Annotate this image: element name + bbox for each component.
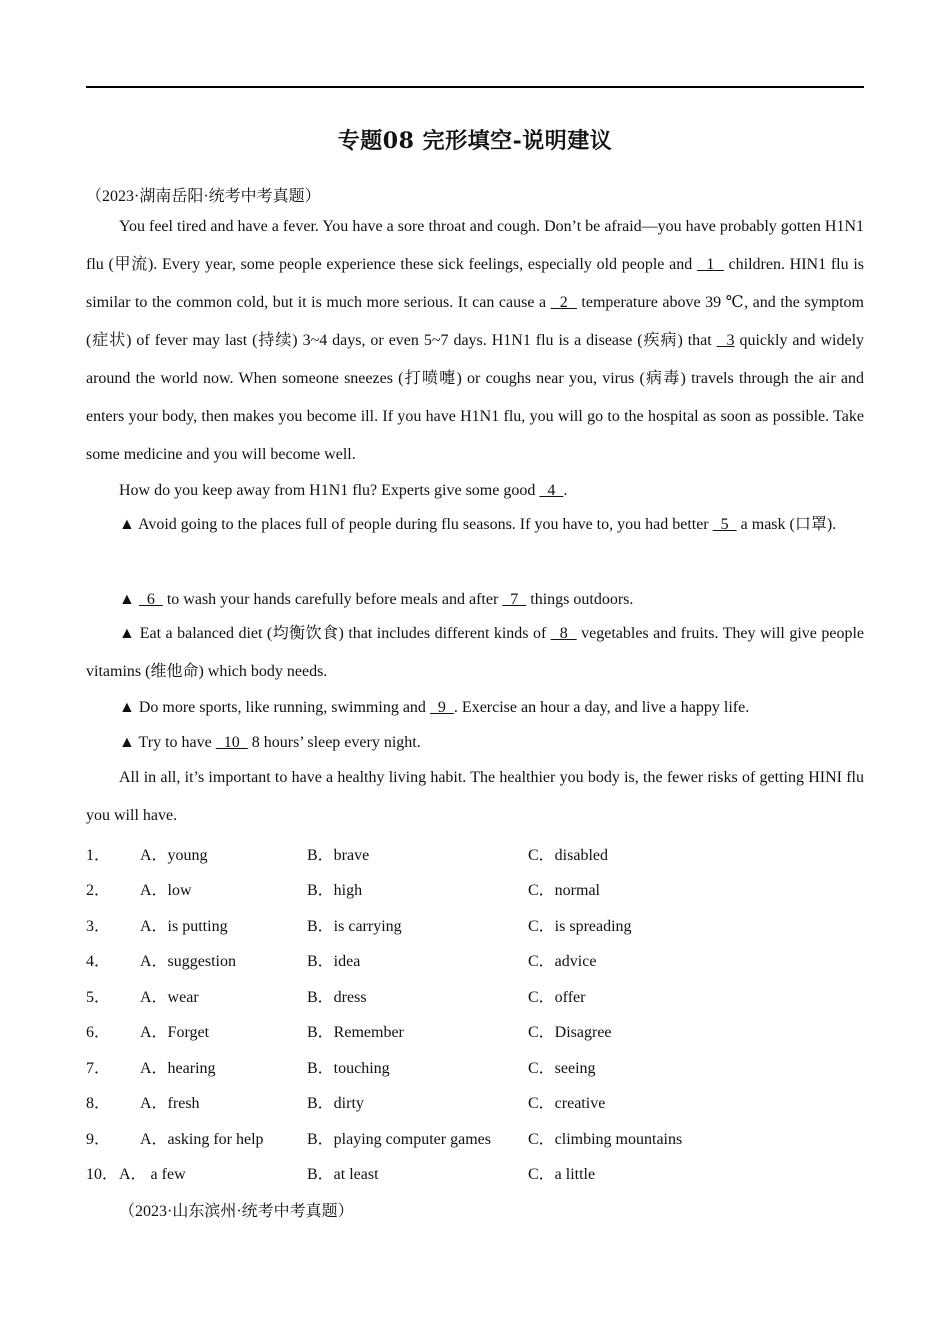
option-a: A．asking for help [140, 1131, 264, 1148]
source-citation-1: （2023·湖南岳阳·统考中考真题） [86, 188, 321, 205]
option-c: C．advice [528, 953, 597, 970]
question-number: 9． [86, 1131, 111, 1148]
passage-conclusion: All in all, it’s important to have a healthy living habit. The healthier you body is, the fewer risks of getting HINI flu you will have. [86, 769, 864, 824]
option-row-2 [86, 877, 864, 901]
header-rule [86, 86, 864, 88]
option-b: B．dress [307, 989, 367, 1006]
option-a: A．young [140, 847, 208, 864]
question-number: 3． [86, 918, 111, 935]
blank-7: 7 [502, 591, 527, 608]
option-b: B．idea [307, 953, 361, 970]
question-number: 4． [86, 953, 111, 970]
question-number: 7． [86, 1060, 111, 1077]
blank-5: 5 [712, 516, 737, 533]
passage-paragraph-2: How do you keep away from H1N1 flu? Experts give some good 4 . [119, 482, 568, 499]
question-number: 10． [86, 1166, 119, 1183]
blank-8: 8 [550, 625, 577, 642]
blank-9: 9 [429, 699, 454, 716]
option-c: C．a little [528, 1166, 596, 1183]
option-c: C．seeing [528, 1060, 596, 1077]
blank-1: 1 [696, 256, 724, 273]
page-title: 专题08 完形填空-说明建议 [337, 128, 613, 154]
question-number: 8． [86, 1095, 111, 1112]
option-row-3 [86, 913, 864, 937]
option-row-8 [86, 1090, 864, 1114]
option-b: B．brave [307, 847, 370, 864]
blank-4: 4 [539, 482, 564, 499]
source-citation-2: （2023·山东滨州·统考中考真题） [119, 1203, 354, 1220]
option-row-5 [86, 984, 864, 1008]
option-b: B．high [307, 882, 363, 899]
option-c: C．climbing mountains [528, 1131, 683, 1148]
option-row-10 [86, 1161, 864, 1185]
blank-6: 6 [138, 591, 163, 608]
option-a: A．is putting [140, 918, 228, 935]
option-row-4 [86, 948, 864, 972]
option-a: A．low [140, 882, 192, 899]
option-row-7 [86, 1055, 864, 1079]
option-a: A．suggestion [140, 953, 237, 970]
question-number: 1． [86, 847, 111, 864]
passage-tip-sports: ▲ Do more sports, like running, swimming and 9 . Exercise an hour a day, and live a happy life. [119, 699, 750, 716]
option-row-9 [86, 1126, 864, 1150]
option-a: A．wear [140, 989, 199, 1006]
passage-paragraph-1: You feel tired and have a fever. You have a sore throat and cough. Don’t be afraid—you have probably gotten H1N1 flu (甲流). Every year, some people experience these sick feelings, especially old people and 1 children. HIN1 flu is similar to the common cold, but it is much more serious. It can cause a 2 temperature above 39 ℃, and the symptom (症状) of fever may last (持续) 3~4 days, or even 5~7 days. H1N1 flu is a disease (疾病) that 3 quickly and widely around the world now. When someone sneezes (打喷嚏) or coughs near you, virus (病毒) travels through the air and enters your body, then makes you become ill. If you have H1N1 flu, you will go to the hospital as soon as possible. Take some medicine and you will become well. [86, 218, 865, 463]
option-b: B．Remember [307, 1024, 404, 1041]
option-a: A．hearing [140, 1060, 216, 1077]
option-b: B．is carrying [307, 918, 402, 935]
question-number: 2． [86, 882, 111, 899]
option-a: A．fresh [140, 1095, 200, 1112]
option-a: A． a few [119, 1166, 186, 1183]
option-c: C．creative [528, 1095, 606, 1112]
option-b: B．dirty [307, 1095, 364, 1112]
passage-tip-wash-hands: ▲ 6 to wash your hands carefully before meals and after 7 things outdoors. [119, 591, 634, 608]
option-c: C．Disagree [528, 1024, 612, 1041]
blank-3: 3 [716, 332, 735, 349]
blank-2: 2 [550, 294, 577, 311]
blank-10: 10 [215, 734, 248, 751]
passage-tip-sleep: ▲ Try to have 10 8 hours’ sleep every night. [119, 734, 421, 751]
question-number: 6． [86, 1024, 111, 1041]
option-c: C．offer [528, 989, 586, 1006]
option-b: B．playing computer games [307, 1131, 491, 1148]
option-b: B．touching [307, 1060, 390, 1077]
option-row-6 [86, 1019, 864, 1043]
option-c: C．disabled [528, 847, 608, 864]
option-b: B．at least [307, 1166, 379, 1183]
question-number: 5． [86, 989, 111, 1006]
option-a: A．Forget [140, 1024, 210, 1041]
option-c: C．is spreading [528, 918, 632, 935]
passage-tip-diet: ▲ Eat a balanced diet (均衡饮食) that includes different kinds of 8 vegetables and fruits. They will give people vitamins (维他命) which body needs. [86, 625, 864, 680]
option-row-1 [86, 842, 864, 866]
option-c: C．normal [528, 882, 600, 899]
passage-tip-mask: ▲ Avoid going to the places full of people during flu seasons. If you have to, you had better 5 a mask (口罩). [119, 516, 837, 533]
